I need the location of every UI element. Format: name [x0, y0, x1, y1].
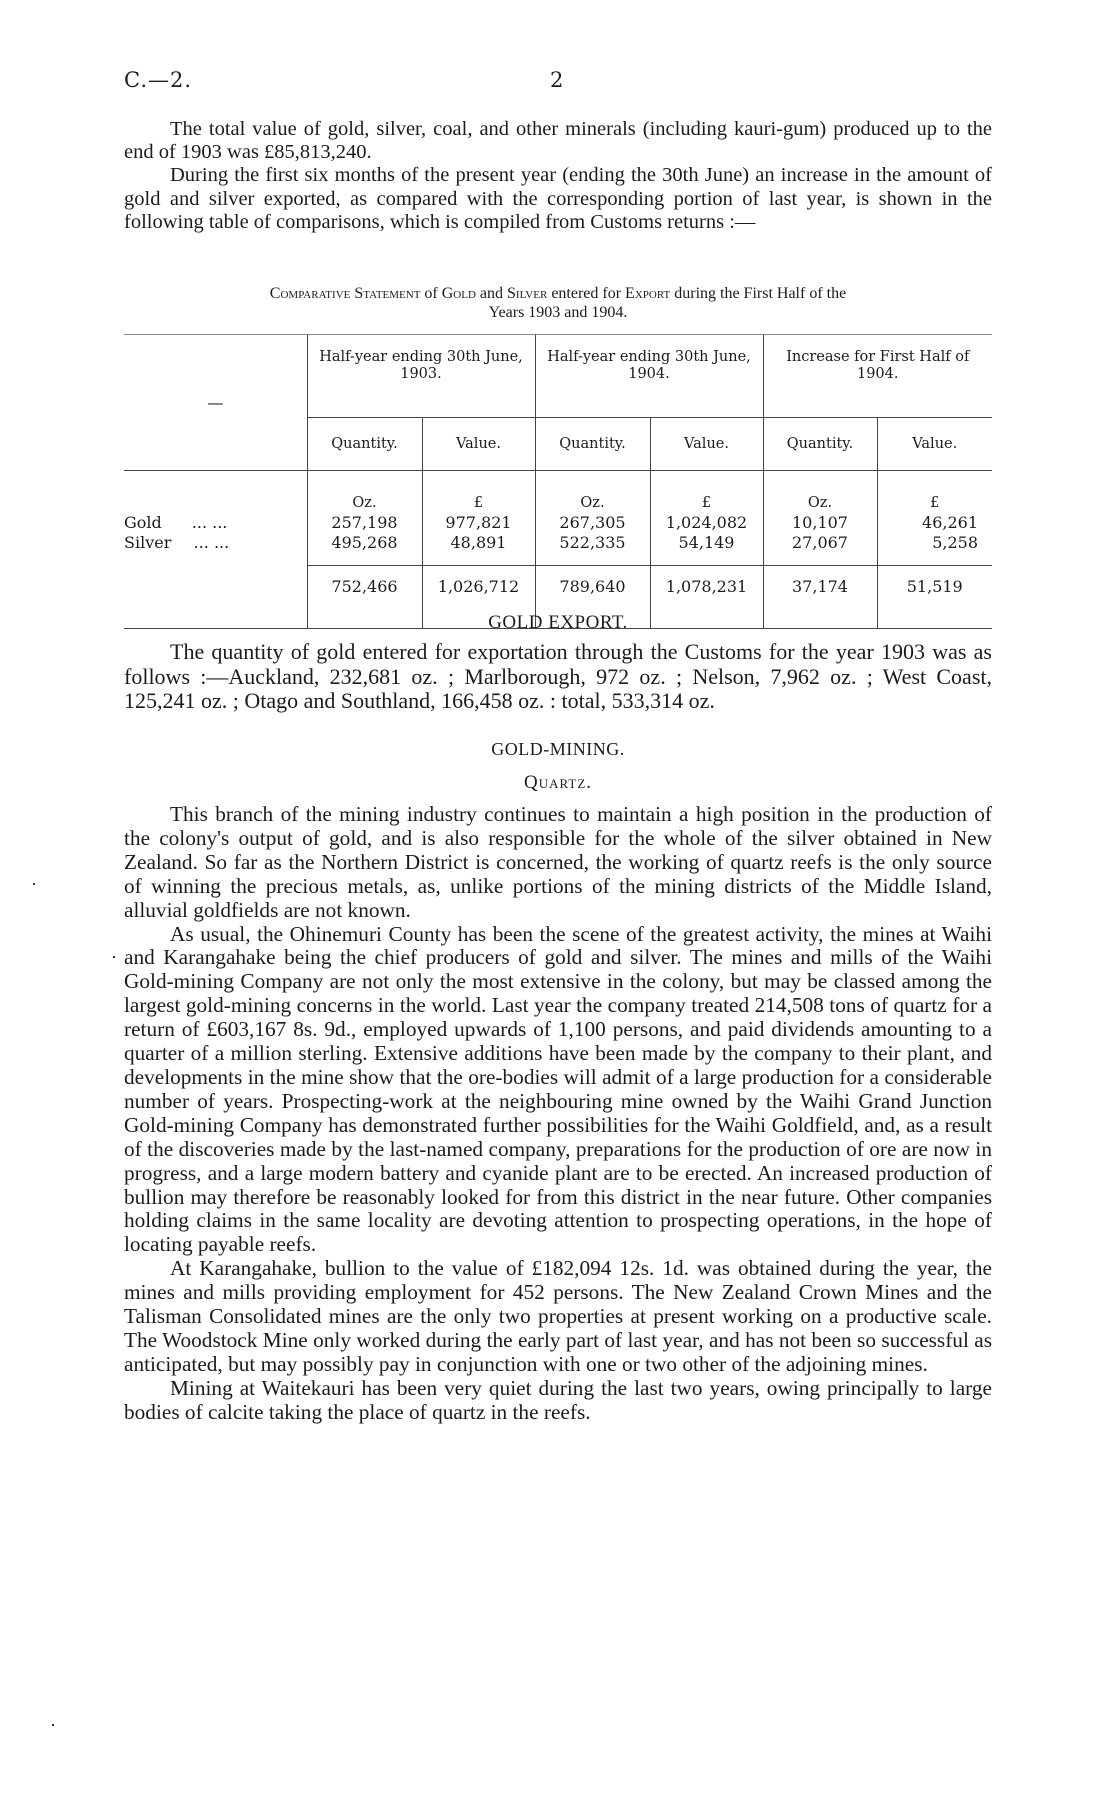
comparison-table: [124, 335, 992, 629]
scan-speck: [33, 883, 35, 885]
sub-header-value: Value.: [650, 418, 763, 471]
gold-export-section: [124, 640, 992, 714]
group-header-1904: Half-year ending 30th June, 1904.: [535, 335, 763, 418]
caption-part: Export: [625, 285, 671, 302]
quartz-section: [124, 803, 992, 1425]
table-row-silver: [124, 533, 992, 553]
leader-dots: ... ...: [193, 533, 230, 552]
row-label-cell: [124, 513, 307, 533]
caption-part: Comparative Statement: [269, 285, 421, 302]
caption-part: entered for: [547, 285, 626, 302]
units-label-cell: [124, 471, 307, 514]
caption-part: of: [420, 285, 442, 302]
row-label-cell: [124, 533, 307, 553]
table-cell: 48,891: [422, 533, 535, 553]
unit-cell: Oz.: [535, 471, 650, 514]
table-cell: 522,335: [535, 533, 650, 553]
quartz-paragraph-1: This branch of the mining industry continues to maintain a high position in the production of the colony's output of gold, and is also responsible for the whole of the silver obtained in New Zealand. So far as the Northern District is concerned, the working of quartz reefs is the only source of winning the precious metals, as, unlike portions of the mining districts of the Middle Island, alluvial goldfields are not known.: [124, 802, 992, 922]
gold-mining-heading: GOLD-MINING.: [491, 739, 625, 759]
scan-speck: [113, 956, 115, 958]
total-cell: 1,026,712: [422, 566, 535, 607]
sub-header-quantity: Quantity.: [307, 418, 422, 471]
intro-section: [124, 118, 992, 234]
table-cell: 27,067: [763, 533, 877, 553]
group-header-1903: Half-year ending 30th June, 1903.: [307, 335, 535, 418]
document-reference: C.—2.: [124, 68, 193, 92]
total-cell: 1,078,231: [650, 566, 763, 607]
gold-export-paragraph: The quantity of gold entered for exportation through the Customs for the year 1903 was as follows :—Auckland, 232,681 oz. ; Marlborough, 972 oz. ; Nelson, 7,962 oz. ; West Coast, 125,241 oz. ; Otago and Southland, 166,458 oz. : total, 533,314 oz.: [124, 639, 992, 713]
total-label-cell: [124, 566, 307, 607]
leader-dots: ... ...: [191, 513, 228, 532]
table-cell: 1,024,082: [650, 513, 763, 533]
table-cell: 977,821: [422, 513, 535, 533]
sub-header-value: Value.: [422, 418, 535, 471]
table-cell: 10,107: [763, 513, 877, 533]
quartz-paragraph-2: As usual, the Ohinemuri County has been the scene of the greatest activity, the mines at Waihi and Karangahake being the chief producers of gold and silver. The mines and mills of the Waihi Gold-mining Company are not only the most extensive in the colony, but may be classed among the largest gold-mining concerns in the world. Last year the company treated 214,508 tons of quartz for a return of £603,167 8s. 9d., employed upwards of 1,100 persons, and paid dividends amounting to a quarter of a million sterling. Extensive additions have been made by the company to their plant, and developments in the mine show that the ore-bodies will admit of a large production for a considerable number of years. Prospecting-work at the neighbouring mine owned by the Waihi Grand Junction Gold-mining Company has demonstrated further possibilities for the Waihi Goldfield, and, as a result of the discoveries made by the last-named company, preparations for the production of ore are now in progress, and a large modern battery and cyanide plant are to be erected. An increased production of bullion may therefore be reasonably looked for from this district in the near future. Other companies holding claims in the same locality are devoting attention to prospecting operations, in the hope of locating payable reefs.: [124, 921, 992, 1257]
total-cell: 752,466: [307, 566, 422, 607]
intro-paragraph-2: During the first six months of the present year (ending the 30th June) an increase in the amount of gold and silver exported, as compared with the corresponding portion of last year, is shown in the following table of comparisons, which is compiled from Customs returns :—: [124, 164, 992, 233]
table-cell: 46,261: [877, 513, 992, 533]
total-cell: 37,174: [763, 566, 877, 607]
table-cell: 54,149: [650, 533, 763, 553]
gold-export-heading: GOLD EXPORT.: [488, 612, 628, 633]
table-caption: [124, 284, 992, 322]
quartz-paragraph-4: Mining at Waitekauri has been very quiet during the last two years, owing principally to large bodies of calcite taking the place of quartz in the reefs.: [124, 1375, 992, 1424]
unit-cell: £: [877, 471, 992, 514]
sub-header-quantity: Quantity.: [763, 418, 877, 471]
row-label: Gold: [124, 513, 162, 532]
quartz-subheading: Quartz.: [523, 772, 593, 793]
quartz-paragraph-3: At Karangahake, bullion to the value of £182,094 12s. 1d. was obtained during the year, the mines and mills providing employment for 452 persons. The New Zealand Crown Mines and the Talisman Consolidated mines are the only two properties at present working on a productive scale. The Woodstock Mine only worked during the early part of last year, and has not been so successful as anticipated, but may possibly pay in conjunction with one or two other of the adjoining mines.: [124, 1256, 992, 1376]
table-cell: 267,305: [535, 513, 650, 533]
table-cell: 257,198: [307, 513, 422, 533]
intro-paragraph-1: The total value of gold, silver, coal, and other minerals (including kauri-gum) produced up to the end of 1903 was £85,813,240.: [124, 118, 992, 164]
unit-cell: Oz.: [307, 471, 422, 514]
table-cell: 5,258: [877, 533, 992, 553]
table-cell: 495,268: [307, 533, 422, 553]
unit-cell: £: [650, 471, 763, 514]
scan-speck: [52, 1724, 54, 1726]
total-cell: 789,640: [535, 566, 650, 607]
row-label: Silver: [124, 533, 170, 552]
caption-part: Silver: [507, 285, 548, 302]
unit-cell: Oz.: [763, 471, 877, 514]
sub-header-quantity: Quantity.: [535, 418, 650, 471]
table-row-total: [124, 566, 992, 607]
page-number: 2: [550, 68, 564, 92]
caption-part: Gold: [441, 285, 476, 302]
table-row-gold: [124, 513, 992, 533]
caption-part: and: [475, 285, 508, 302]
row-header-cell: —: [124, 335, 307, 471]
caption-part: during the First Half of the: [670, 285, 847, 302]
sub-header-value: Value.: [877, 418, 992, 471]
unit-cell: £: [422, 471, 535, 514]
caption-line-2: Years 1903 and 1904.: [488, 304, 628, 321]
group-header-increase: Increase for First Half of 1904.: [763, 335, 992, 418]
total-cell: 51,519: [877, 566, 992, 607]
